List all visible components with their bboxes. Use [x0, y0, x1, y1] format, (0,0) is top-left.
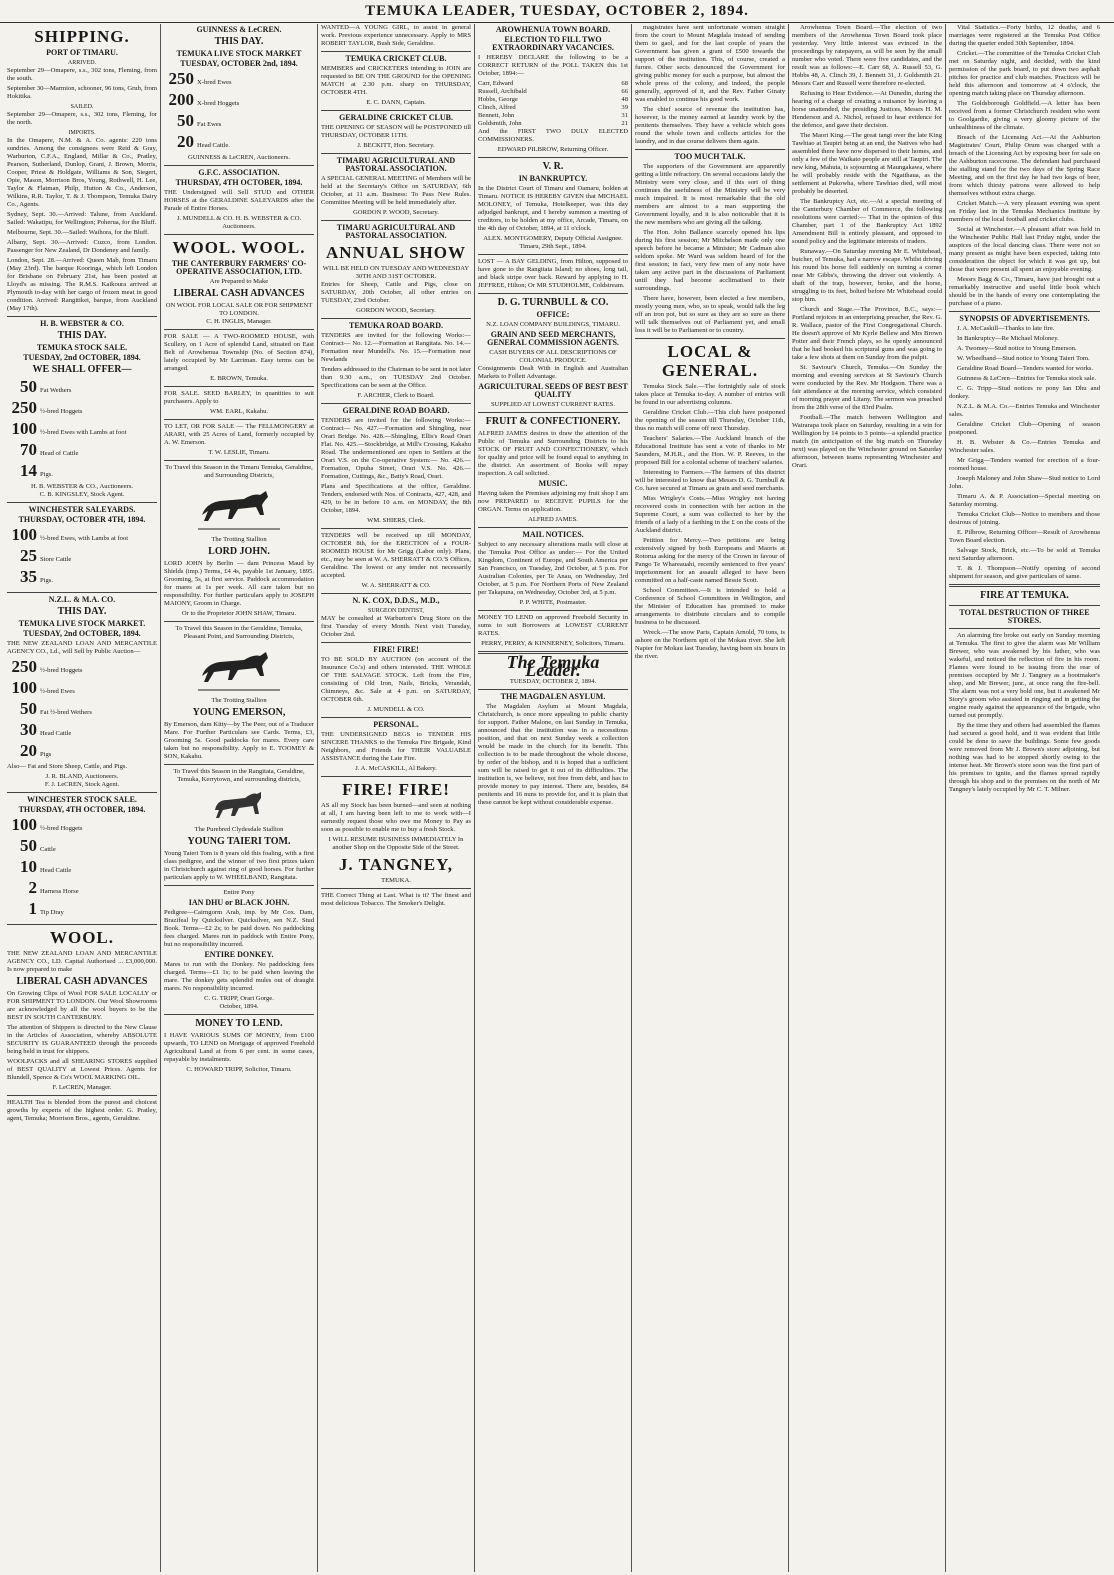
grb-text-2: Plans and Specifications at the office, Geraldine. Tenders, endorsed with Nos. of Contracts, 427, 428, and 429, to be in before 10 a.m. on MONDAY, the 8th October, 1894.	[321, 483, 471, 514]
divider	[164, 460, 314, 461]
synopsis-item: Geraldine Cricket Club—Opening of season postponed.	[949, 421, 1100, 436]
news-item: Breach of the Licensing Act.—At the Ashburton Magistrates' Court, Philip Orum was charged with a breach of the Licensing Act by exposing beer for sale on the Ashburton racecourse. The defendant had purchased the stalling stand for the two days of the Spring Race Meeting, and on the first day he had two kegs of beer, from which thirsty patrons were allowed to help themselves without extra charge.	[949, 134, 1100, 197]
wool-text: THE NEW ZEALAND LOAN AND MERCANTILE AGENCY CO., LD. Capital Authorised ... £3,000,000. Is now prepared to make	[7, 950, 157, 973]
trb-heading: TEMUKA ROAD BOARD.	[348, 321, 443, 330]
stock-lot: 250 ½-bred Hoggets	[11, 398, 83, 417]
arb-heading: AROWHENUA TOWN BOARD.	[495, 25, 611, 34]
signature: J. BECKITT, Hon. Secretary.	[357, 142, 435, 149]
trb-text: TENDERS are invited for the following Works:— Contract— No. 12.—Formation at Rangitata. No. 14.—Formation near Mundell's. No. 15.—Formation near Newlands	[321, 332, 471, 363]
sale-date: TUESDAY, OCTOBER 2nd, 1894.	[180, 59, 298, 68]
synopsis-item: Guinness & LeCren—Entries for Temuka stock sale.	[957, 375, 1097, 382]
fire-big-heading: FIRE! FIRE!	[342, 780, 450, 799]
asylum-heading: THE MAGDALEN ASYLUM.	[500, 692, 606, 701]
local-general-heading: LOCAL & GENERAL.	[661, 342, 759, 380]
news-item: Temuka Stock Sale.—The fortnightly sale of stock takes place at Temuka to-day. A number of entries will be found in our advertising columns.	[635, 383, 785, 406]
divider	[7, 592, 157, 593]
synopsis-item: W. Wheelband—Stud notice to Young Taieri Tom.	[957, 355, 1090, 362]
clydesdale-engraving-icon	[164, 787, 314, 823]
supplied-text: SUPPLIED AT LOWEST CURRENT RATES.	[490, 401, 615, 408]
divider	[164, 386, 314, 387]
liberal-heading: LIBERAL CASH ADVANCES	[173, 288, 305, 299]
poll-row: Clinch, Alfred 39	[478, 104, 628, 111]
divider	[164, 1014, 314, 1015]
donkey-heading: ENTIRE DONKEY.	[204, 950, 274, 959]
grain-heading: GRAIN AND SEED MERCHANTS, GENERAL COMMISSION AGENTS.	[487, 330, 619, 347]
news-item: The Maori King.—The great tangi over the late King Tawhiao at Taupiri being at an end, the Natives who had assembled there have now dispersed to their homes, and only a few of the Waikato people are still at Taupiri. The new king, Mahuta, is sojourning at Maungakawa, where he will probably reside with the Ngatihaua, as the settlement at Pukowha, where Tawhiao died, will most probably be deserted.	[792, 132, 942, 195]
divider	[321, 318, 471, 319]
signature: ALFRED JAMES.	[528, 516, 578, 523]
divider	[321, 153, 471, 154]
wool-text-3: The attention of Shippers is directed to the New Clause in the Articles of Association, whereby ABSOLUTE SECURITY IS GUARANTEED through the proceeds being held in trust for shippers.	[7, 1024, 157, 1055]
column-2	[161, 24, 318, 1572]
stock-lot: 20 Head Cattle.	[177, 132, 230, 151]
money-heading: MONEY TO LEND.	[195, 1018, 283, 1029]
divider	[949, 605, 1100, 606]
signature: GORDON WOOD, Secretary.	[356, 307, 436, 314]
signature: W. A. SHERRATT & CO.	[361, 582, 431, 589]
signature: ALEX. MONTGOMERY, Deputy Official Assignee. Timaru, 29th Sept., 1894.	[483, 235, 623, 250]
divider	[321, 642, 471, 643]
signature: J. MUNDELL & CO. H. B. WEBSTER & CO. Auctioneers.	[176, 215, 302, 230]
synopsis-item: Mr Grigg—Tenders wanted for erection of a four-roomed house.	[949, 457, 1100, 472]
fire-article: An alarming fire broke out early on Sunday morning at Temuka. The first to give the alarm was Mr William Brewer, who was awakened by his father, who was wakeful, and noticed the reflection of fire in his room. Flames were found to be issuing from the rear of premises occupied by Mr J. Tangney as a bootmaker's shop, and Mr Brewer, junr., at once rang the fire-bell. The alarm was not a very bold one, but it awakened Mr Story's groom who assisted in ringing and in getting the engine ready against the appearance of the brigade, who turned out promptly.	[949, 632, 1100, 719]
signature: E. BROWN, Temuka.	[210, 375, 268, 382]
forsale-barley: FOR SALE. SEED BARLEY, in quantities to suit purchasers. Apply to	[164, 390, 314, 405]
stock-lot: 30 Head Cattle	[20, 720, 72, 739]
divider	[478, 412, 628, 413]
fire-heading: FIRE! FIRE!	[373, 645, 419, 654]
divider	[7, 1095, 157, 1096]
emerson-text: By Emerson, dam Kitty—by The Peer, out of a Traducer Mare. For Further Particulars see Cards. Terms, £3, Grooming 5s. Good paddocks for mares. Every care taken but no responsibility. Apply to E. TOOMEY & SON, Kakahu.	[164, 721, 314, 760]
news-item: Football.—The match between Wellington and Wairarapa took place on Saturday, resulting in a win for Wellington by 14 points to 3 points—a splendid practice match (in anticipation of the big match on Thursday next) was played on the Winchester ground on Saturday afternoon, between teams representing Winchester and Orari.	[792, 414, 942, 469]
sale-date: THURSDAY, 4TH OCTOBER, 1894.	[175, 178, 303, 187]
stock-lot: 20 Pigs	[20, 741, 52, 760]
personal-text: THE UNDERSIGNED BEGS to TENDER HIS SINCERE THANKS to the Temuka Fire Brigade, Kind Neighbors, and Friends for THEIR VALUABLE ASSISTANCE during the Late Fire.	[321, 731, 471, 762]
divider	[321, 403, 471, 404]
signature: GORDON P. WOOD, Secretary.	[353, 209, 439, 216]
sailing-1: September 29—Omapere, s.s., 302 tons, Fleming, for the north.	[7, 111, 157, 126]
dentist-heading: N. K. COX, D.D.S., M.D.,	[352, 596, 440, 605]
imports-label: IMPORTS.	[68, 130, 96, 136]
bankruptcy-text: In the District Court of Timaru and Oamaru, holden at Timaru. NOTICE IS HEREBY GIVEN that MICHAEL MOLONEY, of Temuka, Hotelkeeper, was this day adjudged bankrupt, and I hereby summon a meeting of creditors, to be holden at my office, Arcade, Timaru, on the 4th day of October, 1894, at 11 o'clock.	[478, 185, 628, 232]
stock-lot: 250 ½-bred Hoggets	[11, 657, 83, 676]
divider	[635, 149, 785, 150]
tapa-heading: TIMARU AGRICULTURAL AND PASTORAL ASSOCIATION.	[336, 156, 456, 173]
bankruptcy-heading: IN BANKRUPTCY.	[518, 174, 588, 183]
signature: C. B. KINGSLEY, Stock Agent.	[39, 491, 125, 498]
forsale-text: FOR SALE — A TWO-ROOMED HOUSE, with Scullery, on 1 Acre of splendid Land, situated on East Belt of Arowhenua Township (No. of Section 874), lately occupied by Mr Larriman. Easy terms can be arranged.	[164, 333, 314, 372]
columns	[4, 24, 1110, 1572]
temuka-sale: TEMUKA STOCK SALE.	[36, 343, 128, 352]
news-item: The Bankruptcy Act, etc.—At a special meeting of the Canterbury Chamber of Commerce, the following resolutions were carried:— That in the opinion of this Chamber, part 1 of the Bankruptcy Act 1892 Amendment Bill is entirely pleasant, and opposed to sound policy and the legitimate interests of traders.	[792, 198, 942, 245]
divider	[478, 157, 628, 158]
article-paragraph: The chief source of revenue the institution has, however, is the money earned at laundry work by the penitents themselves. They have a vehicle which goes round the whole town and collects articles for the laundry, and in due course delivers them again.	[635, 106, 785, 145]
signature: Or to the Proprietor JOHN SHAW, Timaru.	[181, 610, 297, 617]
destruction-heading: TOTAL DESTRUCTION OF THREE STORES.	[959, 608, 1090, 625]
divider	[7, 924, 157, 925]
geraldine-text: THE OPENING OF SEASON will be POSTPONED till THURSDAY, OCTOBER 11TH.	[321, 124, 471, 139]
music-text: Having taken the Premises adjoining my fruit shop I am now PREPARED to RECEIVE PUPILS for the ORGAN. Terms on application.	[478, 490, 628, 513]
article-paragraph: The Hon. John Ballance scarcely opened his lips during his first session; Mr Mitchelson made only one speech before he became a Minister; Mr Cadman also seldom spoke. Mr Ward was seldom heard of for the first session; in fact, very few men of any note have taken any active part in the discussions of Parliament until they had become acclimatised to their surroundings.	[635, 229, 785, 292]
winchester-sale: WINCHESTER STOCK SALE.	[27, 795, 137, 804]
consign-text: Consignments Dealt With in English and Australian Markets to Follett Advantage.	[478, 365, 628, 380]
fruit-text: ALFRED JAMES desires to draw the attention of the Public of Temuka and Surrounding Districts to his STOCK OF FRUIT AND CONFECTIONERY, which for quality and price will be found equal to anything in the district. An assortment of Books will repay inspection. A call solicited.	[478, 430, 628, 477]
wool-heading: WOOL.	[49, 928, 115, 947]
divider	[478, 254, 628, 255]
signature: GUINNESS & LeCREN, Auctioneers.	[187, 154, 290, 161]
horse-engraving-icon	[164, 483, 314, 533]
signature: WM. EARL, Kakahu.	[209, 408, 269, 415]
stock-lot: 50 Fat Ewes	[177, 111, 222, 130]
office-address: N.Z. LOAN COMPANY BUILDINGS, TIMARU.	[486, 321, 620, 328]
market-heading: TEMUKA LIVE STOCK MARKET.	[18, 619, 146, 628]
also-text: Also— Fat and Store Sheep, Cattle, and Pigs.	[7, 763, 128, 770]
divider	[478, 610, 628, 611]
wool-text-2: On Growing Clips of Wool FOR SALE LOCALLY or FOR SHIPMENT TO LONDON. Our Wool Showrooms are acknowledged by all the wool buyers to be the BEST IN SOUTH CANTERBURY.	[7, 990, 157, 1021]
money-text: I HAVE VARIOUS SUMS OF MONEY, from £100 upwards, TO LEND on Mortgage of approved Freehold Agricultural Land at from 6 per cent. in some cases, repayable by instalments.	[164, 1032, 314, 1063]
page-masthead: TEMUKA LEADER, TUESDAY, OCTOBER 2, 1894.	[0, 0, 1114, 23]
news-item: Social at Winchester.—A pleasant affair was held in the Winchester Public Hall last Friday night, under the auspices of the local dancing class. There were not so many present as might have been expected, taking into consideration the object for which it was got up, but those that were present all spent an enjoyable evening.	[949, 226, 1100, 273]
stock-lot: 200 X-bred Hoggets	[168, 90, 240, 109]
divider	[7, 502, 157, 503]
shall-offer: WE SHALL OFFER—	[32, 364, 132, 375]
signature: P. P. WHITE, Postmaster.	[519, 599, 587, 606]
lord-john-heading: LORD JOHN.	[208, 546, 270, 557]
cfa-heading: THE CANTERBURY FARMERS' CO-OPERATIVE ASSOCIATION, LTD.	[171, 259, 307, 276]
news-item: Church and Stage.—The Province, B.C., says:— Portland rejoices in an enterprising preacher, the Rev. G. R. Wallace, pastor of the First Congregational Church. He doesn't approve of Mr Kyrle Bellew and Mrs Brown Potter and their French plays, so he openly announced that he had booked his scriptural guns and was going to take a few shots at them on Sunday from the pulpit.	[792, 306, 942, 361]
divider	[164, 419, 314, 420]
annual-show-heading: ANNUAL SHOW	[326, 243, 466, 262]
divider	[321, 888, 471, 889]
travel-text: To Travel this Season in the Timaru Temuka, Geraldine, and Surrounding Districts,	[165, 464, 313, 479]
pony-label: Entire Pony	[223, 889, 255, 896]
stock-lot: 100 ½-bred Ewes	[11, 678, 75, 697]
divider	[478, 689, 628, 690]
synopsis-item: N.Z.L. & M.A. Co.—Entries Temuka and Winchester sales.	[949, 403, 1100, 418]
news-item: School Committees.—It is intended to hold a Conference of School Committees in Wellington, and the Minister of Education has promised to make arrangements to distribute circulars and to compile business to be discussed.	[635, 587, 785, 626]
divider	[7, 792, 157, 793]
sale-date: THURSDAY, 4TH OCTOBER, 1894.	[18, 805, 146, 814]
synopsis-item: H. B. Webster & Co.—Entries Temuka and Winchester sales.	[949, 439, 1100, 454]
tapa-text: A SPECIAL GENERAL MEETING of Members will be held at the Secretary's Office on SATURDAY, 6th October, at 11 a.m. Business: To Pass New Rules. Committee Meeting will be held immediately after.	[321, 175, 471, 206]
news-item: Interesting to Farmers.—The farmers of this district will be interested to know that Messrs D. G. Turnbull & Co. have secured at Timaru as grain and seed merchants.	[635, 469, 785, 492]
dentist-title: SURGEON DENTIST,	[368, 608, 424, 614]
stock-lot: 35 Pigs.	[20, 567, 54, 586]
liberal-heading: LIBERAL CASH ADVANCES	[16, 976, 148, 987]
sale-date: TUESDAY, 2nd OCTOBER, 1894.	[23, 353, 141, 362]
poll-row: Russell, Archibald 66	[478, 88, 628, 95]
election-text-2: And the FIRST TWO DULY ELECTED COMMISSIONERS.	[478, 128, 628, 143]
clydesdale-label: The Purebred Clydesdale Stallion	[194, 826, 284, 833]
signature: F. J. LeCREN, Stock Agent.	[44, 781, 120, 788]
synopsis-item: In Bankruptcy—Re Michael Moloney.	[957, 335, 1059, 342]
signature: H. B. WEBSTER & CO., Auctioneers.	[30, 483, 134, 490]
dentist-text: MAY be consulted at Warburton's Drug Store on the first Tuesday of every Month. Next visit Tuesday, October 2nd.	[321, 615, 471, 638]
news-item: Messrs Bagg & Co., Timaru, have just brought out a remarkably instructive and useful little book which should be in the hands of every one contemplating the purchase of a piano.	[949, 276, 1100, 307]
news-item: Teachers' Salaries.—The Auckland branch of the Educational Institute has sent a vote of thanks to Mr Saunders, M.H.R., and the Hon. W. P. Reeves, to the proposed Bill for a colonial scheme of teachers' salaries.	[635, 435, 785, 466]
gl-heading: GUINNESS & LeCREN.	[196, 25, 282, 34]
poll-row: Goldsmith, John 21	[478, 120, 628, 127]
imports-4: Albany, Sept. 30.—Arrived: Cuzco, from London. Passenger for New Zealand, Dr Dondeney and family.	[7, 239, 157, 254]
money-ad: MONEY TO LEND on approved Freehold Security in sums to suit Borrowers at LOWEST CURRENT RATES.	[478, 614, 628, 637]
taieri-heading: YOUNG TAIERI TOM.	[187, 836, 291, 847]
signature: J. A. McCASKILL, Al Bakery.	[355, 765, 437, 772]
liberal-text: ON WOOL FOR LOCAL SALE OR FOR SHIPMENT TO LONDON.	[165, 302, 313, 317]
stallion-label: The Trotting Stallion	[211, 536, 267, 543]
lord-john-text: LORD JOHN by Berlin — dam Princess Maud by Shields (imp.) Terms, £4 4s, payable 1st January, 1895. Grooming, 5s, at first service. Paddock accommodation for mares at 1s per week. All care taken but no responsibility. For further particulars apply to JOSEPH MAIONY, Groom in Charge.	[164, 560, 314, 607]
synopsis-item: Joseph Maloney and John Shaw—Stud notice to Lord John.	[949, 475, 1100, 490]
arrival-2: September 30—Marmion, schooner, 96 tons, Grub, from Hokitika.	[7, 85, 157, 100]
nzla-text: THE NEW ZEALAND LOAN AND MERCANTILE AGENCY CO., Ld., will Sell by Public Auction—	[7, 640, 157, 655]
office-label: OFFICE:	[536, 310, 570, 319]
divider	[7, 316, 157, 317]
issue-date: TUESDAY, OCTOBER 2, 1894.	[509, 678, 597, 685]
cricket-heading: TEMUKA CRICKET CLUB.	[345, 54, 447, 63]
pony-text: Pedigree—Cairngorm Arab, imp. by Mr Cox. Dam, Brazifeal by Quicksilver. Quicksilver, sen N.Z. Stud Book. Terms—£2 2s; to be paid down. No paddocking fees charged. Mares run in paddock with Entire Pony, but no responsibility incurred.	[164, 909, 314, 948]
donkey-text: Mares to run with the Donkey. No paddocking fees charged. Terms—£1 1s; to be paid when leaving the mare. The donkey gets splendid mules out of draught mares. No responsibility incurred.	[164, 961, 314, 992]
resume-text: I WILL RESUME BUSINESS IMMEDIATELY In another Shop on the Opposite Side of the Street.	[328, 836, 464, 851]
signature: J. R. BLAND, Auctioneers.	[45, 773, 119, 780]
date-line: October, 1894.	[219, 1003, 259, 1010]
column-6	[789, 24, 946, 1572]
pony-heading: IAN DHU or BLACK JOHN.	[188, 898, 290, 907]
stock-lot: 250 X-bred Ewes	[168, 69, 232, 88]
signature: F. LeCREN, Manager.	[52, 1084, 112, 1091]
divider	[321, 593, 471, 594]
stock-lot: 100 ½-bred Ewes with Lambs at foot	[11, 419, 127, 438]
lost-ad: LOST — A BAY GELDING, from Hilton, supposed to have gone to the Rangitata Island; no shoes, long tail, and black stripe over back. Reward by applying to H. JEFFREE, Hilton; Or MR STUDHOLME, Coldstream.	[478, 258, 628, 289]
synopsis-item: Salvage Stock, Brick, etc.—To be sold at Temuka next Saturday afternoon.	[949, 547, 1100, 562]
column-4	[475, 24, 632, 1572]
column-5	[632, 24, 789, 1572]
stock-lot: 14 Pigs.	[20, 461, 54, 480]
article-paragraph: magistrates have sent unfortunate women straight from the court to Mount Magdala instead of sending them to gaol, and for the last couple of years the Government has given a grant of £500 towards the support of the institution. This, of course, created a furore. Other sects denounced the Government for giving public money for such a purpose, but almost the whole press of the colony, and indeed, the people generally, approved of it, and the Rev. Father Ginaty was enabled to continue his good work.	[635, 24, 785, 103]
imports-5: London, Sept. 28.—Arrived: Queen Mab, from Timaru (May 23rd). The barque Kooringa, which left London for Brisbane on February 21st, has been posted at Lloyd's as missing. The R.M.S. Kaikoura arrived at Plymouth to-day with her cargo of frozen meat in good condition. Arrived: Rangitikei, barque, from Auckland (May 17th).	[7, 257, 157, 312]
signature: C. HOWARD TRIPP, Solicitor, Timaru.	[186, 1066, 292, 1073]
tangney-town: TEMUKA.	[381, 877, 411, 884]
divider	[164, 165, 314, 166]
news-item: Arowhenua Town Board.—The election of two members of the Arowhenua Town Board took place yesterday. Very little interest was evinced in the proceedings by ratepayers, as will be seen by the small number who voted. There were five candidates, and the result was as follows:—E. Carr 68, A. Russell 53, G. Hobbs 48, A. Clinch 39, J. Bennett 31, J. Goldsmith 21. Messrs Carr and Russell were therefore re-elected.	[792, 24, 942, 87]
signature: E. C. DANN, Captain.	[366, 99, 426, 106]
port-heading: PORT OF TIMARU.	[46, 48, 118, 57]
music-heading: MUSIC.	[538, 479, 568, 488]
wanted-ad: WANTED—A YOUNG GIRL, to assist in general work. Previous experience unnecessary. Apply to MRS ROBERT TAYLOR, Bush Side, Geraldine.	[321, 24, 471, 47]
news-item: Petition for Mercy.—Two petitions are being extensively signed by both Europeans and Maoris at Rotorua asking for the mercy of the Crown in favour of Pango Te Whareauahi, recently sentenced to five years' imprisonment for an assault alleged to have been committed on a half-caste named Bessie Scott.	[635, 537, 785, 584]
divider	[478, 527, 628, 528]
poll-row: Bennett, John 31	[478, 112, 628, 119]
tenders-text: TENDERS will be received up till MONDAY, OCTOBER 8th, for the ERECTION of a FOUR-ROOMED HOUSE for Mr Grigg (Labor only). Plans, etc., may be seen at W. A. SHERRATT & CO.'S Offices, Geraldine. The lowest or any tender not necessarily accepted.	[321, 532, 471, 579]
annual-show-dates: WILL BE HELD ON TUESDAY AND WEDNESDAY 30TH AND 31ST OCTOBER.	[322, 265, 470, 280]
stallion-label: The Trotting Stallion	[211, 697, 267, 704]
arrival-1: September 29—Omapere, s.s., 302 tons, Fleming, from the south.	[7, 67, 157, 82]
turnbull-heading: D. G. TURNBULL & CO.	[497, 297, 609, 308]
synopsis-heading: SYNOPSIS OF ADVERTISEMENTS.	[959, 314, 1090, 323]
sailed-label: SAILED.	[70, 104, 94, 110]
tangney-heading: J. TANGNEY,	[338, 855, 454, 874]
column-1	[4, 24, 161, 1572]
divider	[949, 628, 1100, 629]
stock-lot: 50 Fat Wethers	[20, 377, 72, 396]
asylum-text: The Magdalen Asylum at Mount Magdala, Christchurch, is once more appealing to public charity for support. Father Malone, on last Sunday in Temuka, announced that the institution was in a necessitous position, and that on next Sunday week a collection would be made in the church for its benefit. This collection is to be made throughout the whole diocese, by order of the bishop, and it is hoped that a sufficient sum will be raised to get it out of its difficulties. The institution is, we believe, not free from debt, and has to provide money to pay interest. There are, besides, 84 penitents and 16 nuns to provide for, and it is plain that these cannot be kept without considerable expense.	[478, 703, 628, 806]
taieri-text: Young Taieri Tom is 8 years old this foaling, with a first class pedigree, and the winner of two first prizes taken in Christchurch against ring of good horses. For further particulars apply to W. WHEELBAND, Rangitata.	[164, 850, 314, 881]
divider	[478, 293, 628, 294]
stock-lot: 1 Tip Dray	[28, 899, 64, 918]
grb-heading: GERALDINE ROAD BOARD.	[342, 406, 450, 415]
agri-seeds: AGRICULTURAL SEEDS OF BEST BEST QUALITY	[478, 382, 628, 399]
travel-text: To Travel this Season in the Geraldine, Temuka, Pleasant Point, and Surrounding Districts,	[175, 625, 303, 640]
divider	[164, 329, 314, 330]
stock-lot: 70 Head of Cattle	[20, 440, 79, 459]
cricket-text: MEMBERS and CRICKETERS intending to JOIN are requested to BE ON THE GROUND for the OPENING MATCH at 2.30 p.m. sharp on THURSDAY, OCTOBER 4TH.	[321, 65, 471, 96]
mail-heading: MAIL NOTICES.	[522, 530, 584, 539]
sale-date: THURSDAY, OCTOBER 4TH, 1894.	[18, 515, 146, 524]
gfc-heading: G.F.C. ASSOCIATION.	[198, 168, 280, 177]
column-3	[318, 24, 475, 1572]
news-item: The Goldsborough Goldfield.—A letter has been received from a former Christchurch resident who went to Goolgardie, giving a very gloomy picture of the unhealthiness of the climate.	[949, 100, 1100, 131]
synopsis-item: J. A. McCaskill—Thanks to late fire.	[957, 325, 1055, 332]
synopsis-item: E. Pilbrow, Returning Officer—Result of Arowhenua Town Board election.	[949, 529, 1100, 544]
synopsis-item: A. Twomey—Stud notice to Young Emerson.	[957, 345, 1077, 352]
woolwool-heading: WOOL. WOOL.	[172, 238, 306, 257]
travel-text: To Travel this Season in the Rangitata, Geraldine, Temuka, Kerrytown, and surrounding districts,	[173, 768, 305, 783]
divider	[949, 584, 1100, 587]
news-item: Runaway.—On Saturday morning Mr E. Whitehead, butcher, of Temuka, had a narrow escape. Whilst driving his round his horse fell suddenly on turning a corner near Mr Gibbs's, throwing the driver out violently. A shaft of the trap, however, broke, and the horse, struggling to its feet, bolted before Mr Whitehead could stop him.	[792, 248, 942, 303]
news-item: Vital Statistics.—Forty births, 12 deaths, and 6 marriages were registered at the Temuka Post Office during the quarter ended 30th September, 1894.	[949, 24, 1100, 47]
signature: J. MUNDELL & CO.	[367, 706, 425, 713]
poll-row: Carr, Edward 68	[478, 80, 628, 87]
synopsis-item: T. & J. Thompson—Notify opening of second shipment for season, and give particulars of same.	[949, 565, 1100, 580]
fire-text: TO BE SOLD BY AUCTION (on account of the Insurance Co.'s) and others interested. THE WHOLE OF THE SALVAGE STOCK. Left from the Fire, consisting of Old Iron, Nails, Bricks, Verandah, Chimneys, &c. Sale at 4 p.m. on SATURDAY, OCTOBER 6th.	[321, 656, 471, 703]
election-heading: ELECTION TO FILL TWO EXTRAORDINARY VACANCIES.	[492, 35, 614, 52]
stock-lot: 25 Store Cattle	[20, 546, 72, 565]
geraldine-heading: GERALDINE CRICKET CLUB.	[339, 113, 453, 122]
imports-3: Melbourne, Sept. 30.—Sailed: Waihora, for the Bluff.	[7, 229, 149, 236]
shipping-title: SHIPPING.	[34, 27, 130, 46]
trb-text-2: Tenders addressed to the Chairman to be sent in not later than 9.30 a.m., on TUESDAY 2nd October. Specifications can be seen at the Office.	[321, 366, 471, 389]
stock-lot: 2 Harness Horse	[28, 878, 79, 897]
signature: C. H. INGLIS, Manager.	[206, 318, 272, 325]
divider	[321, 110, 471, 111]
news-item: Wreck.—The snow Paris, Captain Arnold, 70 tons, is ashore on the Northern spit of the Mokau river. She left Napier for Mokau last Tuesday, having been six hours in the river.	[635, 629, 785, 660]
mail-text: Subject to any necessary alterations mails will close at the Temuka Post Office as under:— For the United Kingdom, Continent of Europe, and South America per San Francisco, on Tuesday, 2nd October, at 5 p.m. For Australian Colonies, per Te Anau, on Wednesday, 3rd October, at 5 p.m. For Northern Ports of New Zealand per Takapuna, on Wednesday, October 3rd, at 5 p.m.	[478, 541, 628, 596]
signature: WM. SHIERS, Clerk.	[367, 517, 425, 524]
news-item: Refusing to Hear Evidence.—At Dunedin, during the hearing of a charge of creating a nuisance by leaving a horse unattended, the presiding Justices, Messrs H. M. Henderson and A. Nichol, refused to hear evidence for the defence, and gave their decision.	[792, 90, 942, 129]
divider	[635, 338, 785, 339]
fruit-heading: FRUIT & CONFECTIONERY.	[485, 416, 621, 427]
market-heading: TEMUKA LIVE STOCK MARKET	[176, 49, 302, 58]
hbw-heading: H. B. WEBSTER & CO.	[40, 319, 124, 328]
stock-lot: 50 Cattle	[20, 836, 56, 855]
signature: EDWARD PILBROW, Returning Officer.	[497, 146, 609, 153]
winchester-heading: WINCHESTER SALEYARDS.	[28, 505, 136, 514]
synopsis-item: Temuka Cricket Club—Notice to members and those desirous of joining.	[949, 511, 1100, 526]
signature: T. W. LESLIE, Timaru.	[208, 449, 270, 456]
imports-2: Sydney, Sept. 30.—Arrived: Talune, from Auckland. Sailed: Wakatipu, for Wellington; Poherua, for the Bluff.	[7, 211, 157, 226]
cash-buyers: CASH BUYERS OF ALL DESCRIPTIONS OF COLONIAL PRODUCE.	[489, 349, 617, 364]
column-7	[946, 24, 1103, 1572]
divider	[321, 220, 471, 221]
news-item: St. Saviour's Church, Temuka.—On Sunday the morning and evening services at St Saviour's Church were conducted by the Rev. Mr Hodgson. There was a fair attendance at the morning service, which consisted of morning prayer and Litany. The sermon was preached from the 28th verse of the 83rd Psalm.	[792, 364, 942, 411]
divider	[164, 764, 314, 765]
synopsis-item: Geraldine Road Board—Tenders wanted for works.	[957, 365, 1094, 372]
election-text: I HEREBY DECLARE the following to be a CORRECT RETURN of the POLL TAKEN this 1st October, 1894:—	[478, 54, 628, 77]
tolet-text: TO LET, OR FOR SALE — The FELLMONGERY at ARARI, with 25 Acres of Land, formerly occupied by A. W. Emerson.	[164, 423, 314, 446]
divider	[164, 885, 314, 886]
this-day: THIS DAY.	[57, 330, 107, 341]
synopsis-item: Timaru A. & P. Association—Special meeting on Saturday morning.	[949, 493, 1100, 508]
news-item: Miss Wrigley's Costs.—Miss Wrigley not having recovered costs in connection with her action in the Supreme Court, a sum was collected to her by the friends of a lady of a farthing in the £ on the costs of the Auckland district.	[635, 495, 785, 534]
fire2-text: AS all my Stock has been burned—and seen at nothing at all, I am having been left to me to work with—I earnestly request those who owe me Money to Pay as soon as possible to enable me to buy a fresh Stock.	[321, 802, 471, 833]
gfc-text: THE Undersigned will Sell STUD and OTHER HORSES at the GERALDINE SALEYARDS after the Parade of Entire Horses.	[164, 189, 314, 212]
this-day: THIS DAY.	[214, 36, 264, 47]
this-day: THIS DAY.	[57, 606, 107, 617]
arrived-label: ARRIVED.	[67, 60, 97, 66]
divider	[949, 311, 1100, 312]
signature: PERRY, PERRY, & KINNERNEY, Solicitors, Timaru.	[481, 640, 625, 647]
stock-lot: 50 Fat ½-bred Wethers	[20, 699, 92, 718]
vr-crest: V. R.	[542, 161, 564, 172]
signature: C. G. TRIPP, Orari Gorge.	[204, 995, 274, 1002]
health-tea-ad: HEALTH Tea is blended from the purest and choicest growths by experts of the highest order. G. Pratley, agent, Temuka; Morrison Bros., agents, Geraldine.	[7, 1099, 157, 1122]
stock-lot: 100 ½-bred Hoggets	[11, 815, 83, 834]
entries-text: Entries for Sheep, Cattle and Pigs, close on SATURDAY, 20th October, all other entries on TUESDAY, 23rd October.	[321, 281, 471, 304]
divider	[164, 234, 314, 235]
divider	[321, 51, 471, 52]
news-item: Cricket.—The committee of the Temuka Cricket Club met on Saturday night, and decided, with the kind permission of the park board, to put down two asphalt pitches for practice and club matches. Practices will be held this afternoon and tomorrow at 4 o'clock, the opening match taking place on Thursday afternoon.	[949, 50, 1100, 97]
tapa-heading-2: TIMARU AGRICULTURAL AND PASTORAL ASSOCIATION.	[336, 223, 456, 240]
newspaper-logo: The Temuka Leader.	[506, 652, 600, 680]
stock-lot: 10 Head Cattle	[20, 857, 72, 876]
personal-heading: PERSONAL.	[373, 720, 419, 729]
article-paragraph: There have, however, been elected a few members, mostly young men, who, so to speak, would talk the leg off an iron pot, but so sure as they are so sure as there will talk themselves out of Parliament yet, and small loss it will be to Parliament or to country.	[635, 295, 785, 334]
stock-lot: 100 ½-bred Ewes, with Lambs at foot	[11, 525, 129, 544]
divider	[321, 717, 471, 718]
poll-row: Hobbs, George 48	[478, 96, 628, 103]
fire-temuka-heading: FIRE AT TEMUKA.	[980, 590, 1069, 601]
divider	[321, 776, 471, 777]
imports-1: In the Omapere, N.M. & A. Co. agents: 220 tons sundries. Among the consignees were Reid & Gray, Warburton, C.F.A., England, Millar & Co., Pratley, Pearson, Sutherland, Dunlop, Grant, J. Brown, Morris, Cooper, Priest & Holdgate, Williams & Son, Siegert, Opie, Mason, Morrison Bros, Young, Rothwell, H. Lee, Taylor & Flatman, Philp, Hutton & Co., Anderson, Wilkins, R.R. Taylor, T. & J. Thompson, Temuka Dairy Co., Agents.	[7, 137, 157, 208]
prepared-text: Are Prepared to Make	[209, 278, 269, 285]
emerson-heading: YOUNG EMERSON,	[192, 707, 286, 718]
divider	[164, 621, 314, 622]
woolpacks-text: WOOLPACKS and all SHEARING STORES supplied of BEST QUALITY at Lowest Prices. Agents for Blundell, Spence & Co's WOOL MARKING OIL.	[7, 1058, 157, 1081]
horse-engraving-icon	[164, 644, 314, 694]
tobacco-ad: THE Correct Thing at Last. What is it? The finest and most delicious Tobacco. The Smoker's Delight.	[321, 892, 471, 907]
news-item: Cricket Match.—A very pleasant evening was spent on Friday last in the Temuka Mechanics Institute by members of the local football and cricket clubs.	[949, 200, 1100, 223]
news-item: Geraldine Cricket Club.—This club have postponed the opening of the season till Thursday, October 11th, thus no match will come off next Thursday.	[635, 409, 785, 432]
fire-article: By the time they and others had assembled the flames had secured a good hold, and it was evident that little could be done to save the buildings. Some few goods were removed from Mr J. Brown's store adjoining, but nothing was had to be stopped shortly owing to the intense heat. Mr Brown's store soon was the first part of his premises to ignite, and the flames spread rapidly through his shop and to the premises on the north of Mr Tangney's lately occupied by Mr C. T. Milner.	[949, 722, 1100, 793]
divider	[321, 528, 471, 529]
sale-date: TUESDAY, 2nd OCTOBER, 1894.	[23, 629, 141, 638]
nzla-heading: N.Z.L. & M.A. CO.	[48, 595, 116, 604]
article-paragraph: The supporters of the Government are apparently getting a little refractory. On several occasions lately the Ministry were very close, and if this sort of thing continues the usefulness of the Ministry will be very much impaired. It is most remarkable that the old members are almost to a man supporting the Government loyally, and it is also noticeable that it is the new members who are giving all the talking.	[635, 163, 785, 226]
too-much-talk-heading: TOO MUCH TALK.	[674, 152, 746, 161]
grb-text: TENDERS are invited for the following Works:— Contract— No. 427.—Formation and Shingling, near Orari Bridge. No. 428.—Shingling, Ellis's Road Orari Flat. No. 425.—Stockbridge, at Mill's Crossing, Kakahu Road. The undermentioned are open to Settlers at the Orari V.S. on the Co-operative System:— No. 426.—Formation, Opuha Street, Orari V.S. No. 426.—Formation, Cuttings, &c., Batty's Road, Orari.	[321, 417, 471, 480]
synopsis-item: C. G. Tripp—Stud notices re pony Ian Dhu and donkey.	[949, 385, 1100, 400]
synopsis-list	[949, 325, 1100, 581]
signature: F. ARCHER, Clerk to Board.	[357, 392, 435, 399]
